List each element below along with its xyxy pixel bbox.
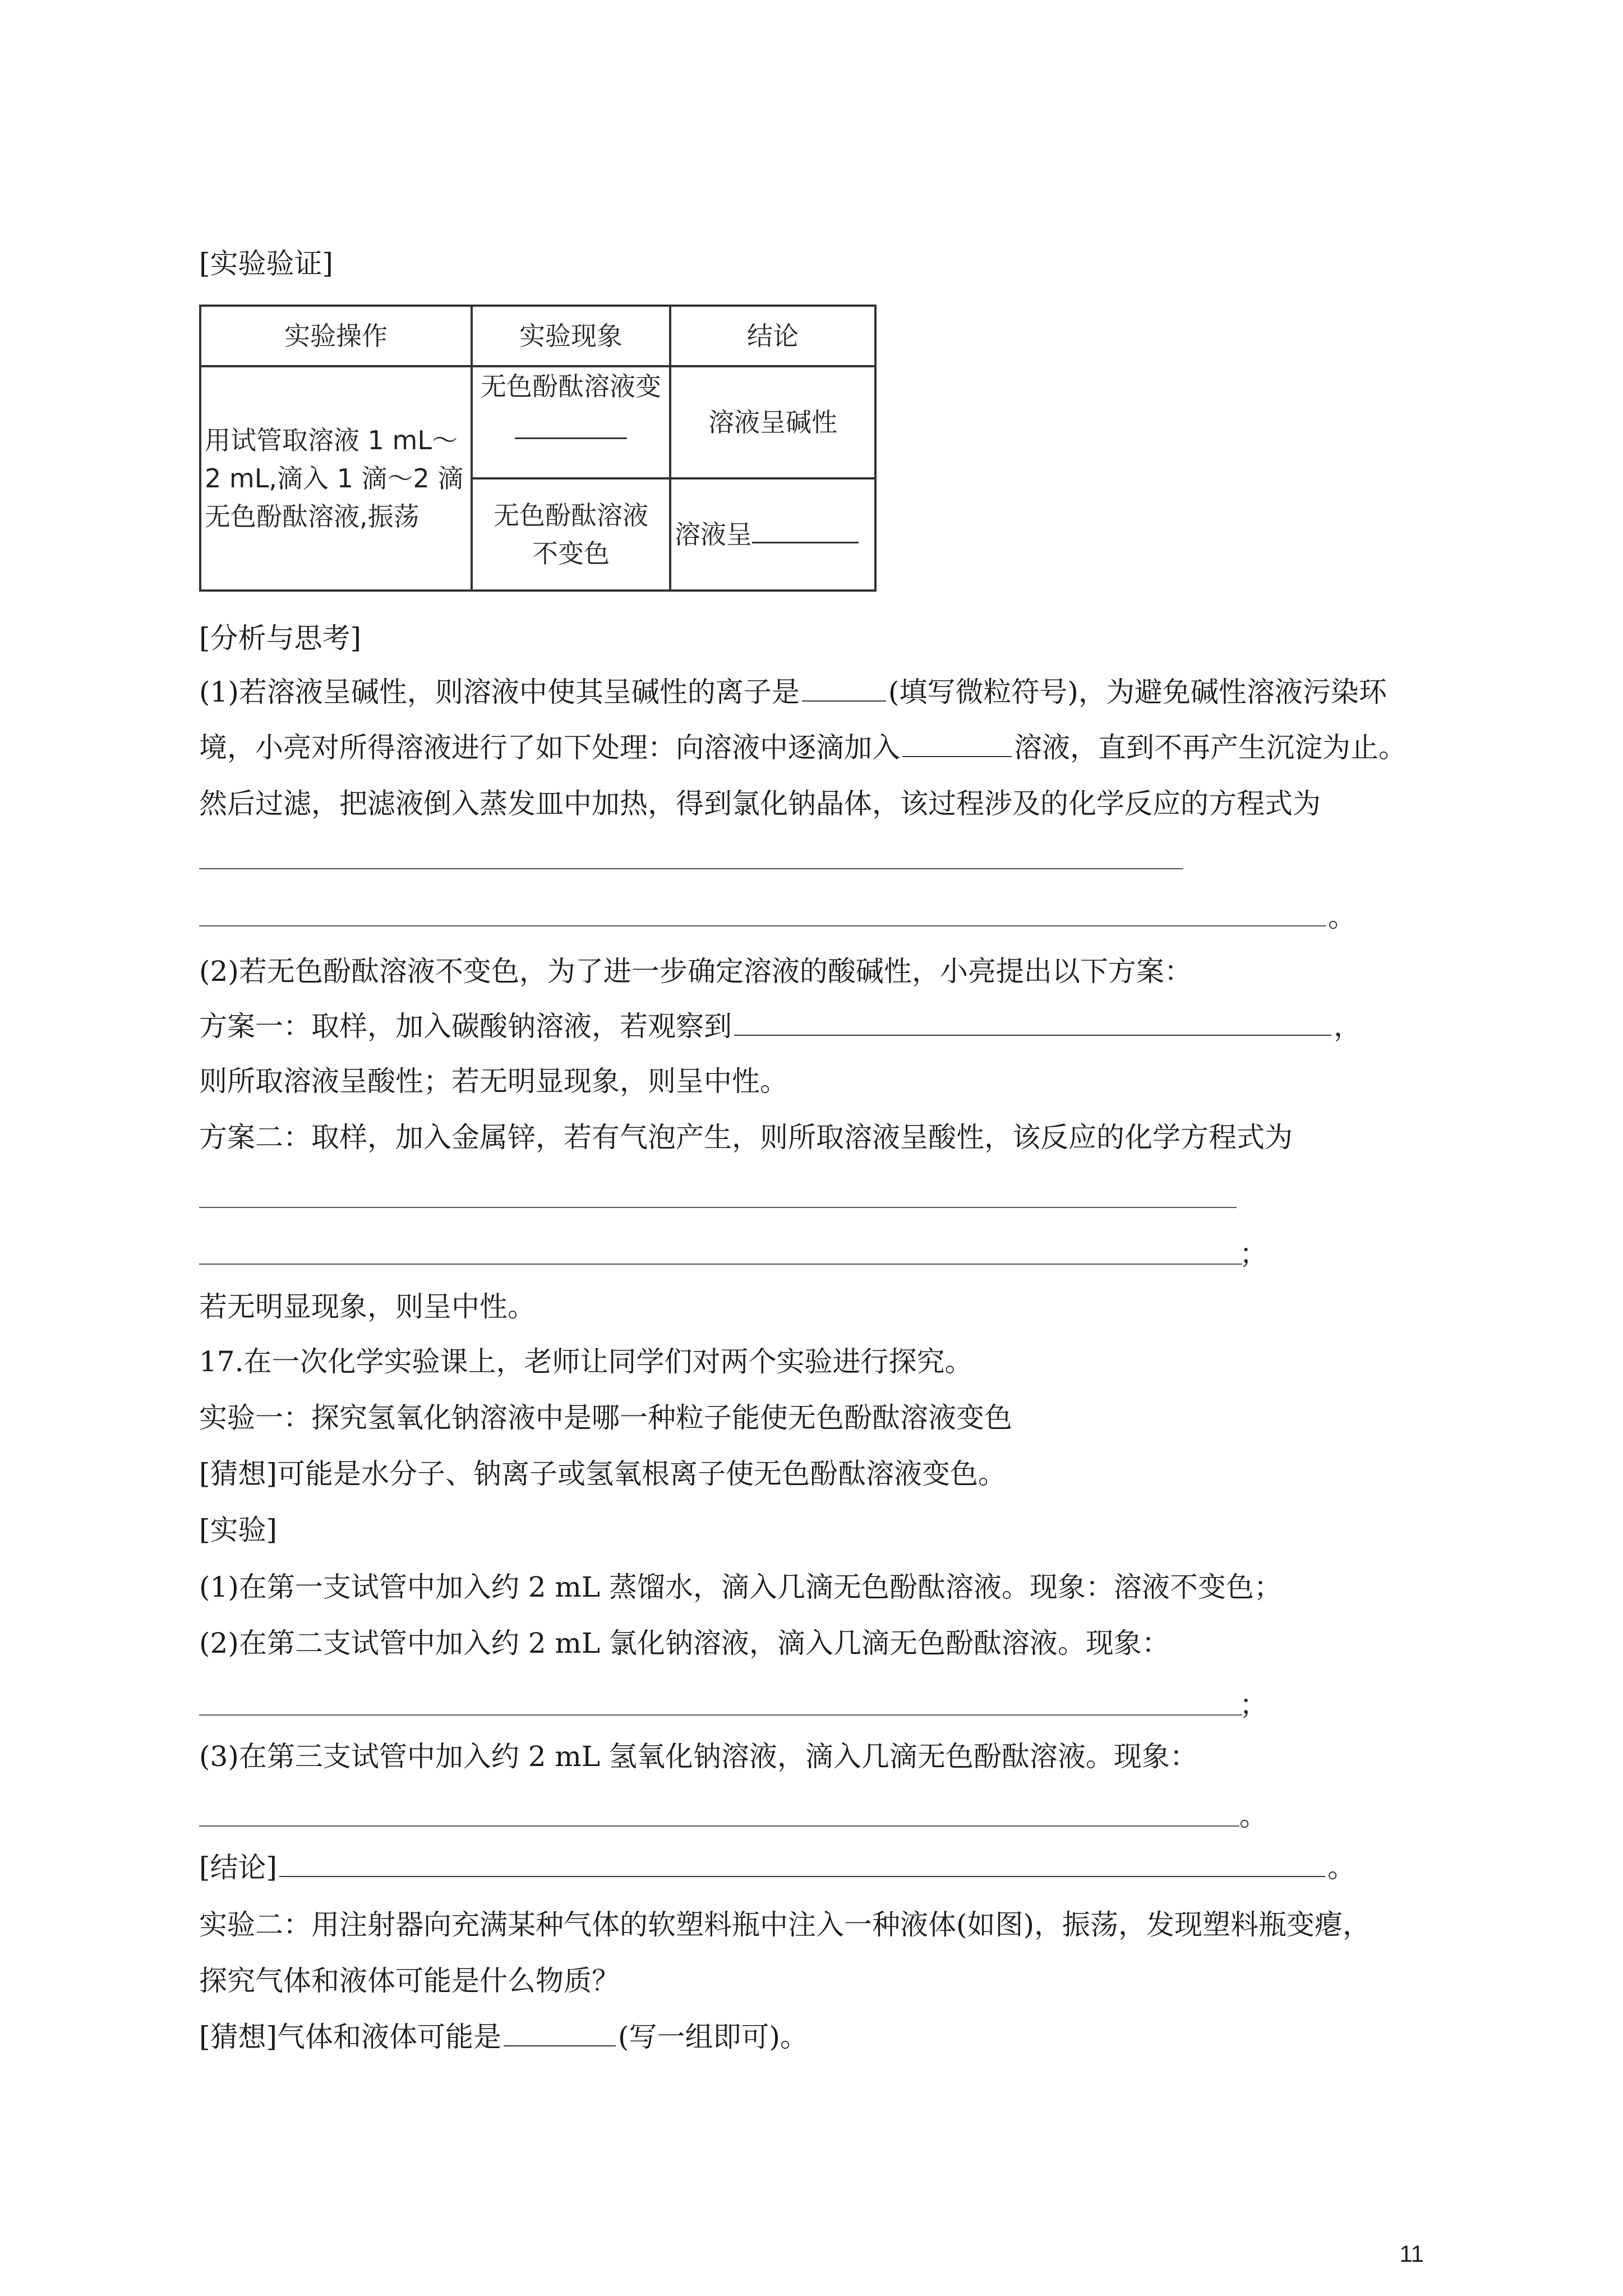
question-17-intro: 17.在一次化学实验课上，老师让同学们对两个实验进行探究。 [199, 1345, 973, 1378]
question-text: 溶液，直到不再产生沉淀为止。 [1014, 731, 1407, 764]
table-cell-conclusion-1: 溶液呈碱性 [670, 366, 875, 478]
guess-text: (写一组即可)。 [618, 2021, 809, 2053]
table-header-operation: 实验操作 [200, 306, 472, 366]
section-heading-verify: [实验验证] [199, 247, 334, 280]
answer-blank[interactable] [802, 676, 886, 702]
operation-line: 无色酚酞溶液,振荡 [205, 501, 419, 532]
answer-blank[interactable] [504, 2021, 616, 2046]
question-text: (1)若溶液呈碱性，则溶液中使其呈碱性的离子是 [199, 676, 800, 708]
plan-1-line-1 [199, 1009, 1362, 1043]
operation-line: 2 mL,滴入 1 滴～2 滴 [205, 463, 464, 494]
experiment-table [199, 305, 877, 592]
phenomenon-text: 不变色 [532, 538, 610, 569]
table-cell-conclusion-2 [670, 478, 875, 591]
answer-blank[interactable] [279, 1851, 1325, 1877]
table-cell-phenomenon-2 [472, 478, 670, 591]
question-1-line-1 [199, 675, 1387, 709]
punctuation-period: 。 [1328, 901, 1356, 933]
operation-line: 用试管取溶液 1 mL～ [205, 425, 458, 455]
answer-blank[interactable] [734, 1010, 1331, 1036]
experiment-1-title: 实验一：探究氢氧化钠溶液中是哪一种粒子能使无色酚酞溶液变色 [199, 1401, 1012, 1434]
experiment-2-line-1: 实验二：用注射器向充满某种气体的软塑料瓶中注入一种液体(如图)，振荡，发现塑料瓶变瘪， [199, 1908, 1371, 1941]
punctuation-semicolon: ； [1239, 1238, 1267, 1270]
conclusion-line [199, 1851, 1355, 1884]
phenomenon-text: 无色酚酞溶液变 [481, 371, 661, 402]
experiment-heading: [实验] [199, 1514, 278, 1546]
answer-rule[interactable] [199, 1825, 1239, 1827]
conclusion-label: [结论] [199, 1851, 278, 1884]
answer-rule[interactable] [199, 1207, 1237, 1208]
plan-1-line-2: 则所取溶液呈酸性；若无明显现象，则呈中性。 [199, 1065, 788, 1098]
page-number: 11 [1399, 2240, 1424, 2267]
answer-blank[interactable] [515, 415, 627, 439]
experiment-2-line-2: 探究气体和液体可能是什么物质？ [199, 1965, 620, 1997]
guess-2-line [199, 2020, 808, 2054]
answer-blank[interactable] [752, 519, 859, 543]
section-heading-analysis: [分析与思考] [199, 622, 362, 654]
table-header-phenomenon: 实验现象 [472, 306, 670, 366]
table-cell-phenomenon-1 [472, 366, 670, 478]
answer-rule[interactable] [199, 868, 1183, 869]
question-1-line-2 [199, 731, 1407, 764]
plan-text: 方案一：取样，加入碳酸钠溶液，若观察到 [199, 1010, 732, 1043]
step-2: (2)在第二支试管中加入约 2 mL 氯化钠溶液，滴入几滴无色酚酞溶液。现象： [199, 1627, 1170, 1659]
question-text: (填写微粒符号)，为避免碱性溶液污染环 [888, 676, 1387, 708]
guess-text: [猜想]气体和液体可能是 [199, 2021, 502, 2053]
plan-2-line: 方案二：取样，加入金属锌，若有气泡产生，则所取溶液呈酸性，该反应的化学方程式为 [199, 1121, 1293, 1154]
question-1-line-3: 然后过滤，把滤液倒入蒸发皿中加热，得到氯化钠晶体，该过程涉及的化学反应的方程式为 [199, 787, 1321, 820]
answer-blank[interactable] [902, 731, 1012, 757]
punctuation: 。 [1327, 1851, 1356, 1884]
table-header-conclusion: 结论 [670, 306, 875, 366]
table-cell-operation [200, 366, 472, 591]
conclusion-text: 溶液呈 [675, 519, 752, 550]
phenomenon-text: 无色酚酞溶液 [494, 500, 648, 531]
punctuation-period: 。 [1239, 1800, 1267, 1832]
question-text: 境，小亮对所得溶液进行了如下处理：向溶液中逐滴加入 [199, 731, 900, 764]
step-1: (1)在第一支试管中加入约 2 mL 蒸馏水，滴入几滴无色酚酞溶液。现象：溶液不变色； [199, 1571, 1282, 1603]
question-2-intro: (2)若无色酚酞溶液不变色，为了进一步确定溶液的酸碱性，小亮提出以下方案： [199, 955, 1192, 988]
step-3: (3)在第三支试管中加入约 2 mL 氢氧化钠溶液，滴入几滴无色酚酞溶液。现象： [199, 1740, 1198, 1773]
punctuation-semicolon: ； [1239, 1689, 1267, 1721]
answer-rule[interactable] [199, 1264, 1242, 1265]
punctuation: ， [1334, 1010, 1362, 1043]
answer-rule[interactable] [199, 1714, 1242, 1716]
guess-line: [猜想]可能是水分子、钠离子或氢氧根离子使无色酚酞溶液变色。 [199, 1458, 1007, 1490]
plan-2-end: 若无明显现象，则呈中性。 [199, 1290, 536, 1323]
answer-rule[interactable] [199, 925, 1326, 926]
